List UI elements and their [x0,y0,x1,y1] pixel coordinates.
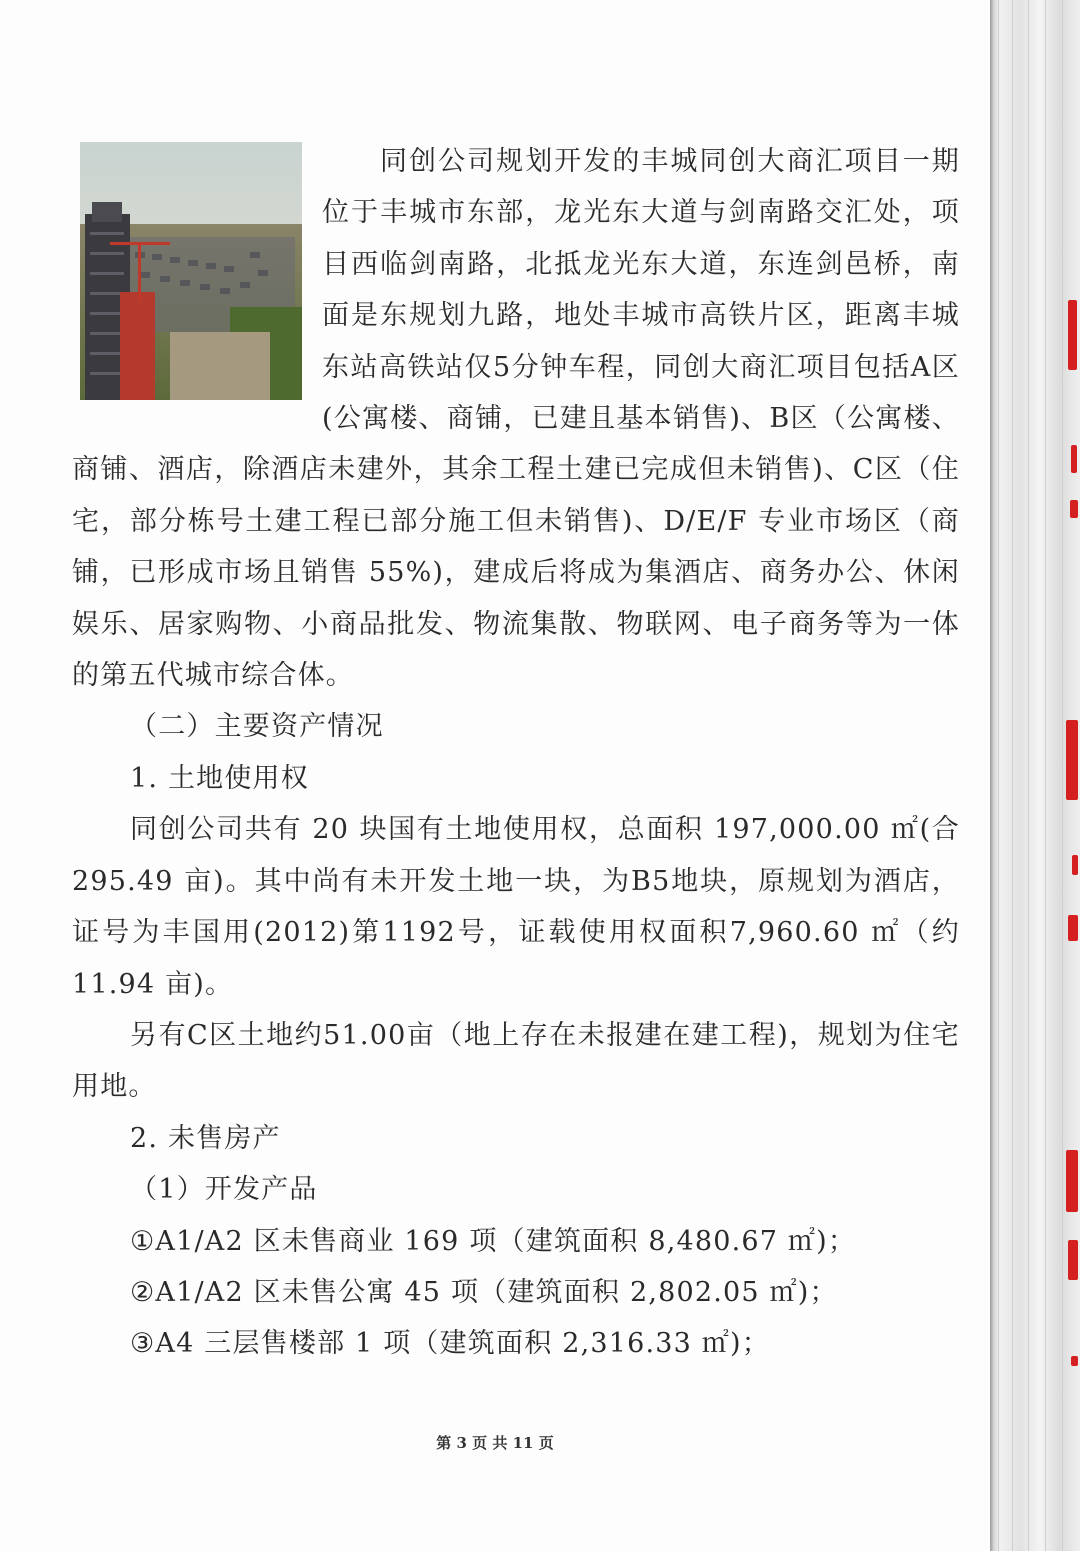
page-footer: 第 3 页 共 11 页 [436,1434,554,1452]
heading-assets: （二）主要资产情况 [130,711,384,743]
project-aerial-photo [80,142,302,400]
paragraph-land: 同创公司共有 20 块国有土地使用权，总面积 197,000.00 ㎡(合295.49 亩)。其中尚有未开发土地一块，为B5地块，原规划为酒店，证号为丰国用(2012)第1192号，证载使用权面积7,960.60 ㎡（约11.94 亩)。 [72,814,960,1000]
paragraph-c-area: 另有C区土地约51.00亩（地上存在未报建在建工程)，规划为住宅用地。 [72,1019,960,1103]
list-item: ②A1/A2 区未售公寓 45 项（建筑面积 2,802.05 ㎡)； [130,1276,838,1308]
list-item: ③A4 三层售楼部 1 项（建筑面积 2,316.33 ㎡)； [130,1328,770,1360]
paragraph-intro: 同创公司规划开发的丰城同创大商汇项目一期位于丰城市东部，龙光东大道与剑南路交汇处，项目西临剑南路，北抵龙光东大道，东连剑邑桥，南面是东规划九路，地处丰城市高铁片区，距离丰城东站高铁站仅5分钟车程，同创大商汇项目包括A区(公寓楼、商铺，已建且基本销售)、B区（公寓楼、商铺、酒店，除酒店未建外，其余工程土建已完成但未销售)、C区（住宅，部分栋号土建工程已部分施工但未销售)、D/E/F 专业市场区（商铺，已形成市场且销售 55%)，建成后将成为集酒店、商务办公、休闲娱乐、居家购物、小商品批发、物流集散、物联网、电子商务等为一体的第五代城市综合体。 [72,136,960,701]
heading-unsold: 2. 未售房产 [130,1122,281,1154]
list-item: ①A1/A2 区未售商业 169 项（建筑面积 8,480.67 ㎡)； [130,1225,857,1257]
heading-dev: （1）开发产品 [130,1174,318,1206]
body-text [72,136,960,1370]
heading-land: 1. 土地使用权 [130,762,309,794]
